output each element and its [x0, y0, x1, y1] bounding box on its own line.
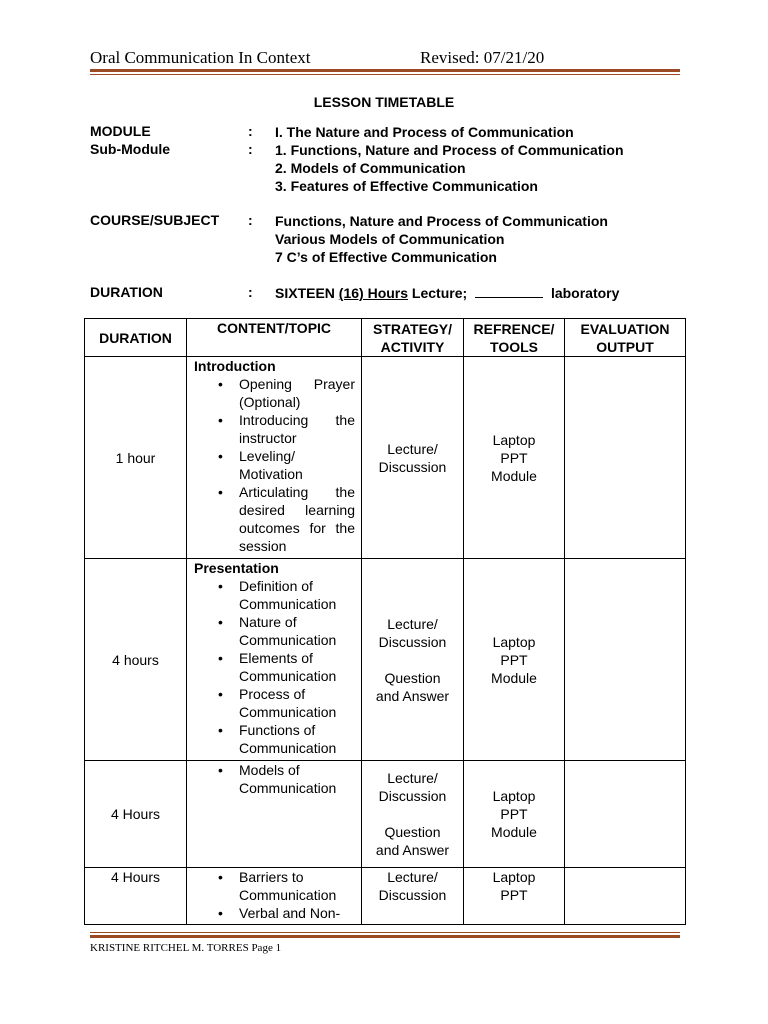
tool-line: Module [491, 824, 537, 840]
row-duration: 4 hours [85, 559, 187, 761]
table-row [85, 761, 686, 868]
table-row [85, 559, 686, 761]
topic-heading: Introduction [194, 358, 276, 374]
row-strategy [362, 559, 464, 761]
header-rule-thin [90, 74, 680, 75]
duration-colon: : [248, 284, 253, 300]
strategy-line: Lecture/ [387, 770, 438, 786]
tool-line: PPT [500, 806, 528, 822]
strategy-line: Discussion [378, 458, 447, 475]
list-item: • Elements of Communication [194, 649, 355, 685]
header-title: Oral Communication In Context [90, 48, 311, 67]
strategy-line: Lecture/ [387, 869, 438, 885]
row-evaluation [565, 559, 686, 761]
strategy-line: Lecture/ [387, 615, 438, 632]
submodule-label: Sub-Module [90, 141, 171, 157]
header-content-topic: CONTENT/TOPIC [187, 319, 362, 357]
course-item: Various Models of Communication [275, 231, 505, 247]
module-label: MODULE [90, 123, 151, 139]
row-evaluation [565, 868, 686, 925]
tool-line: Laptop [492, 431, 536, 448]
topic-list [194, 761, 355, 797]
page-footer: KRISTINE RITCHEL M. TORRES Page 1 [90, 942, 282, 954]
course-label: COURSE/SUBJECT [90, 212, 220, 228]
header-evaluation-line1: EVALUATION [580, 320, 670, 337]
list-item: • Barriers to Communication [194, 868, 355, 904]
tool-line: Laptop [492, 788, 536, 804]
strategy-line: Question [384, 824, 441, 840]
list-item: • Process of Communication [194, 685, 355, 721]
row-strategy [362, 761, 464, 868]
list-item: • Introducing the instructor [194, 411, 355, 447]
row-duration: 1 hour [85, 357, 187, 559]
topic-list [194, 375, 355, 555]
tool-line: PPT [500, 651, 528, 668]
topic-heading: Presentation [194, 560, 279, 576]
duration-prefix: SIXTEEN [275, 285, 335, 301]
course-item: Functions, Nature and Process of Communication [275, 213, 608, 229]
list-item: • Definition of Communication [194, 577, 355, 613]
strategy-spacer [362, 651, 463, 669]
strategy-line: Discussion [378, 887, 447, 903]
submodule-item: 3. Features of Effective Communication [275, 178, 538, 194]
lesson-timetable [84, 318, 686, 925]
strategy-line: Discussion [378, 633, 447, 650]
row-topic [187, 357, 362, 559]
tool-line: Module [491, 669, 537, 686]
tool-line: Laptop [492, 633, 536, 650]
topic-list [194, 577, 355, 757]
header-reference [464, 319, 565, 357]
strategy-line: and Answer [375, 687, 450, 704]
strategy-line: Lecture/ [387, 440, 438, 457]
list-item: • Opening Prayer (Optional) [194, 375, 355, 411]
list-item: • Articulating the desired learning outcomes for the session [194, 483, 355, 555]
row-topic [187, 761, 362, 868]
row-duration: 4 Hours [85, 868, 187, 925]
strategy-spacer [362, 805, 463, 823]
course-values [275, 212, 608, 266]
header-duration: DURATION [85, 319, 187, 357]
submodule-values [275, 141, 624, 195]
header-revised-date: Revised: 07/21/20 [420, 48, 545, 67]
header-strategy [362, 319, 464, 357]
row-tools [464, 868, 565, 925]
header-evaluation [565, 319, 686, 357]
list-item: • Nature of Communication [194, 613, 355, 649]
header-strategy-line1: STRATEGY/ [372, 320, 453, 337]
duration-lecture: Lecture; [411, 285, 468, 301]
row-evaluation [565, 357, 686, 559]
row-duration: 4 Hours [85, 761, 187, 868]
duration-value [275, 284, 619, 302]
tool-line: PPT [500, 449, 528, 466]
row-tools [464, 559, 565, 761]
module-colon: : [248, 123, 253, 139]
row-topic [187, 868, 362, 925]
tool-line: Module [491, 467, 537, 484]
row-strategy [362, 868, 464, 925]
table-row [85, 868, 686, 925]
document-title: LESSON TIMETABLE [313, 94, 455, 110]
strategy-line: Question [384, 669, 441, 686]
footer-rule-thick [90, 935, 680, 938]
page-header [90, 48, 680, 68]
topic-list [194, 868, 355, 922]
course-item: 7 C’s of Effective Communication [275, 249, 497, 265]
strategy-line: and Answer [375, 842, 450, 858]
list-item: • Verbal and Non- [194, 904, 355, 922]
row-strategy [362, 357, 464, 559]
submodule-colon: : [248, 141, 253, 157]
course-colon: : [248, 212, 253, 228]
module-value-text: I. The Nature and Process of Communication [275, 124, 574, 140]
header-reference-line1: REFRENCE/ [473, 320, 555, 337]
tool-line: PPT [500, 887, 528, 903]
submodule-item: 1. Functions, Nature and Process of Communication [275, 142, 624, 158]
row-tools [464, 357, 565, 559]
tool-line: Laptop [492, 869, 536, 885]
strategy-line: Discussion [378, 788, 447, 804]
footer-rule-thin [90, 932, 680, 933]
row-evaluation [565, 761, 686, 868]
duration-lab: laboratory [550, 285, 620, 301]
header-strategy-line2: ACTIVITY [380, 338, 445, 355]
module-value [275, 123, 574, 141]
duration-hours: (16) Hours [338, 285, 409, 301]
row-topic [187, 559, 362, 761]
submodule-item: 2. Models of Communication [275, 160, 466, 176]
header-rule-thick [90, 69, 680, 72]
header-reference-line2: TOOLS [490, 338, 538, 355]
table-header-row [85, 319, 686, 357]
list-item: • Models of Communication [194, 761, 355, 797]
header-evaluation-line2: OUTPUT [596, 338, 654, 355]
list-item: • Functions of Communication [194, 721, 355, 757]
table-row [85, 357, 686, 559]
row-tools [464, 761, 565, 868]
laboratory-blank-line [475, 285, 543, 298]
duration-label: DURATION [90, 284, 163, 300]
list-item: • Leveling/ Motivation [194, 447, 355, 483]
